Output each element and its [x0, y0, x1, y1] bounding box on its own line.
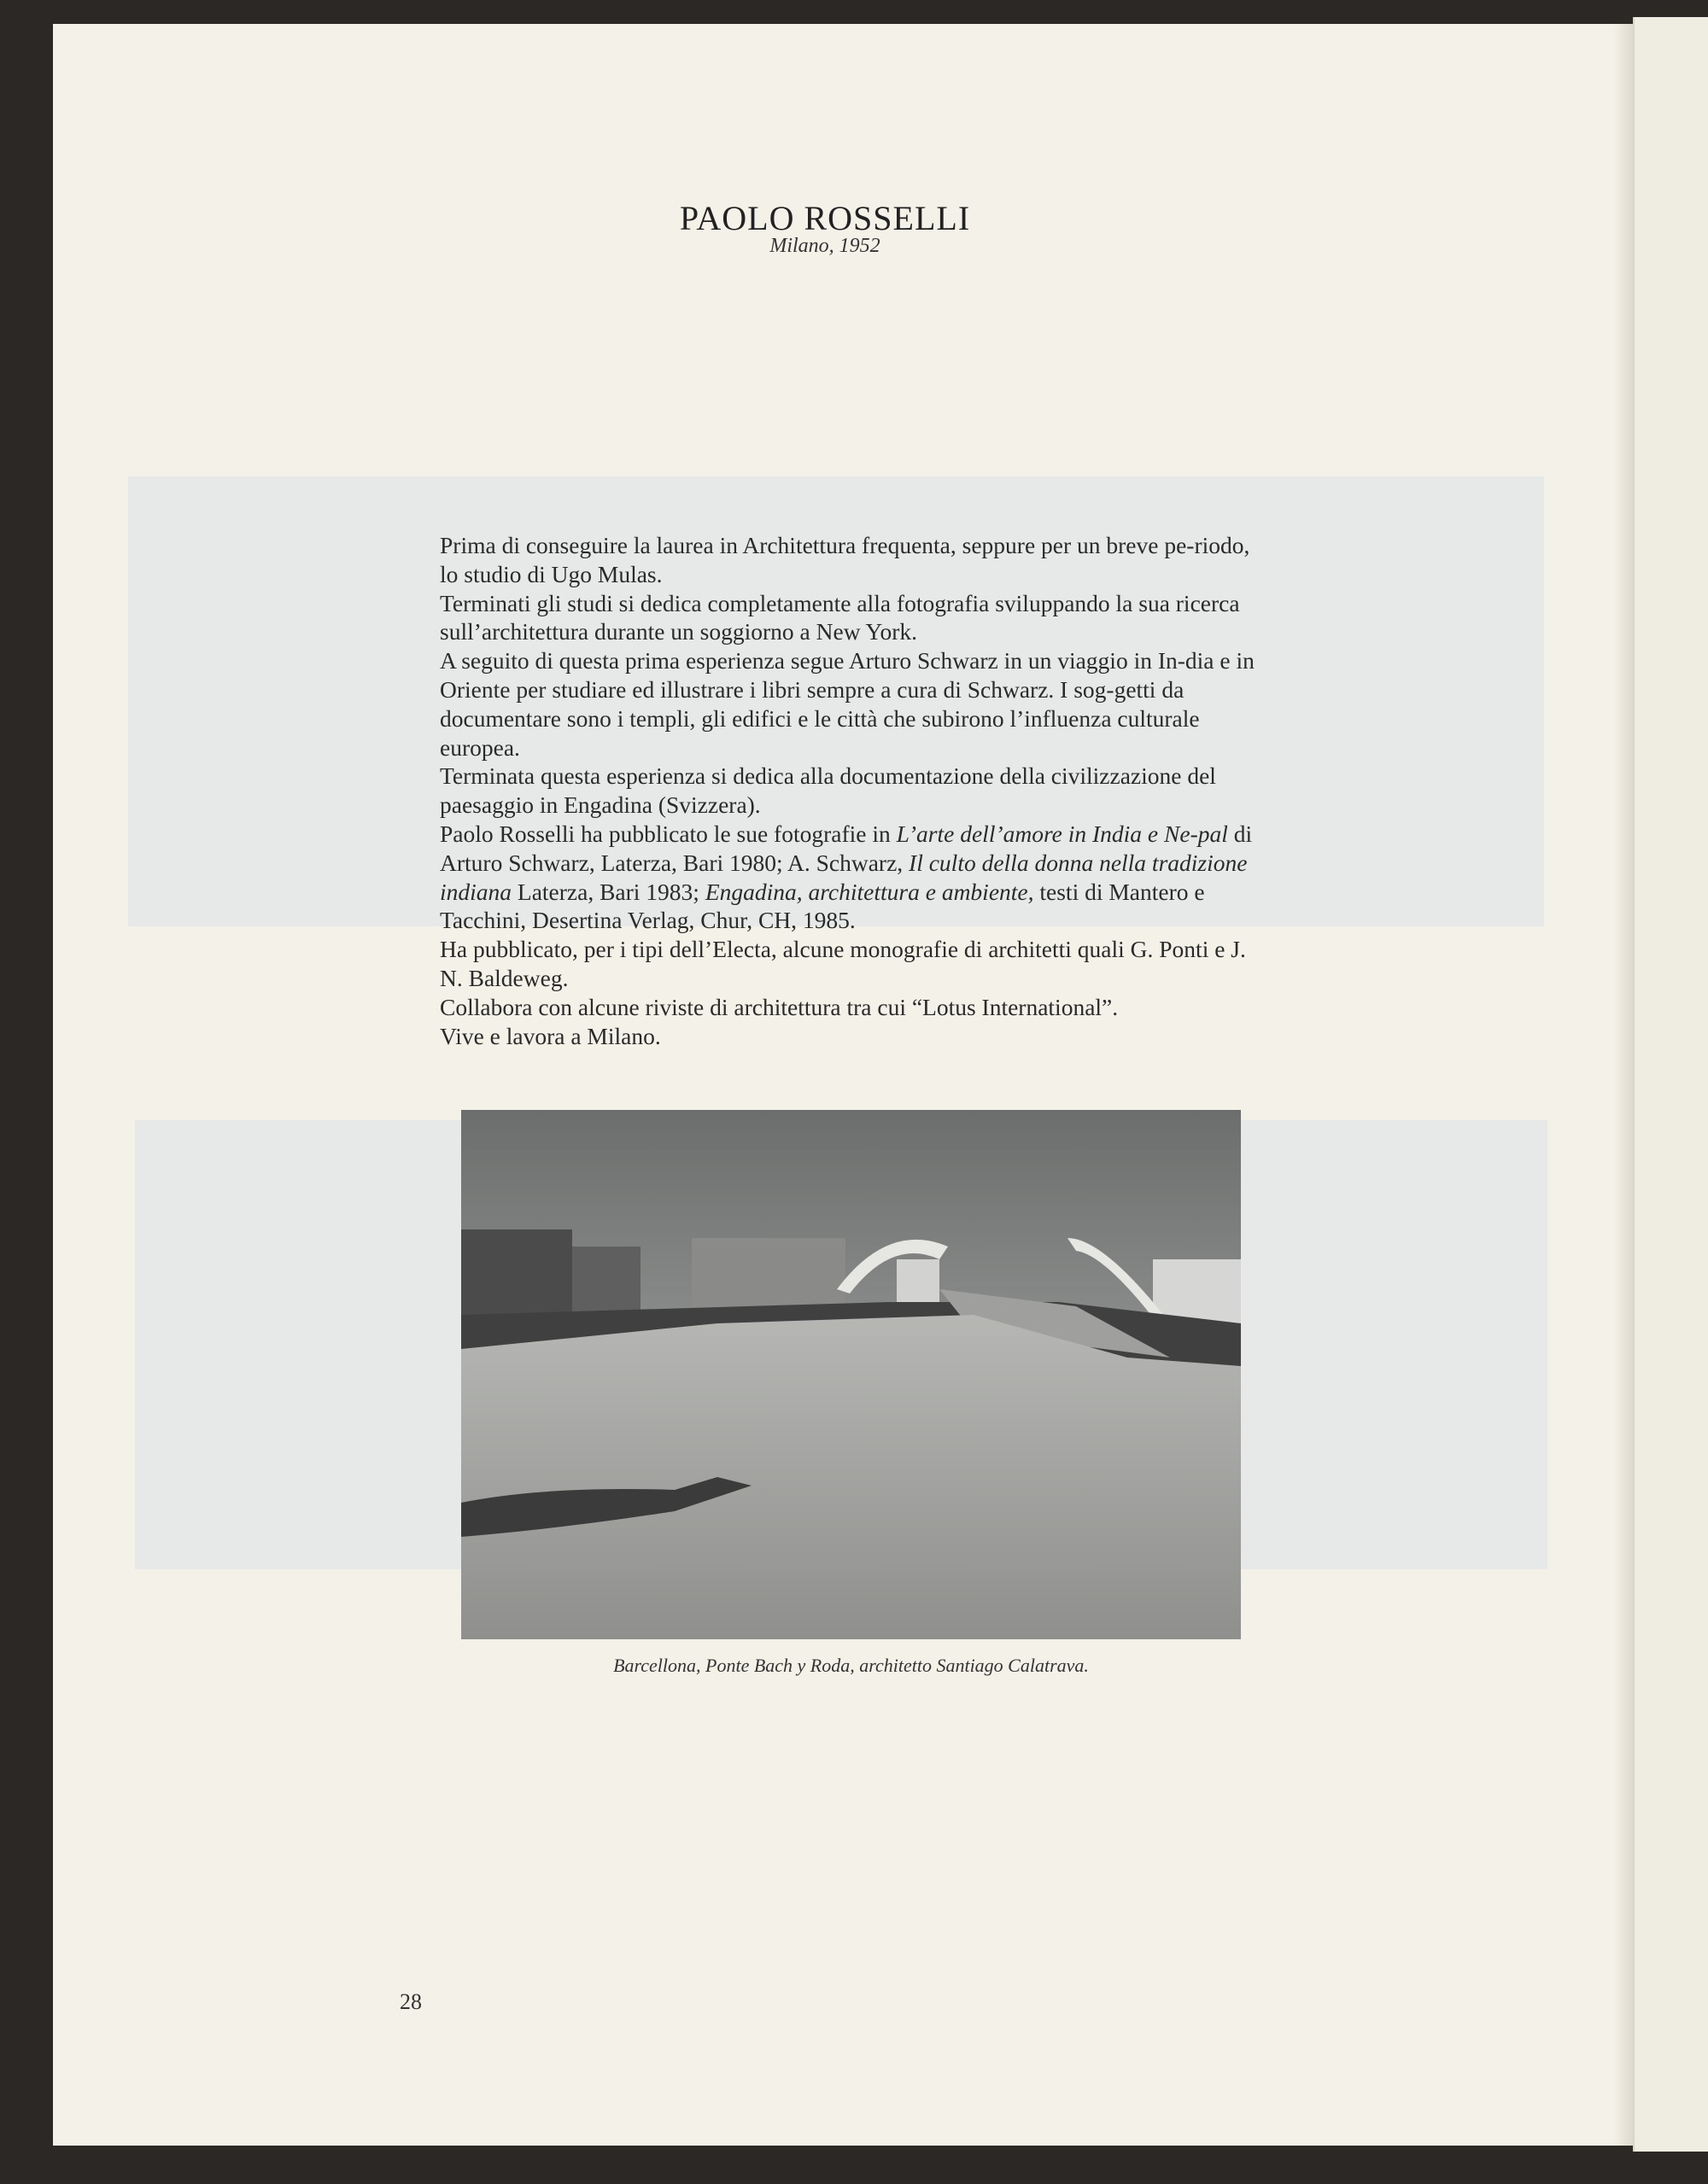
book-title: L’arte dell’amore in India e Ne-pal [896, 820, 1228, 847]
bio-text: Prima di conseguire la laurea in Architettura frequenta, seppure per un breve pe-riodo, lo studio di Ugo Mulas. [440, 532, 1250, 587]
page-gutter [1614, 24, 1633, 2146]
bio-text: Terminata questa esperienza si dedica alla documentazione della civilizzazione del paesaggio in Engadina (Svizzera). [440, 762, 1216, 819]
bio-text: Terminati gli studi si dedica completamente alla fotografia sviluppando la sua ricerca sull’architettura durante un soggiorno a New York. [440, 589, 1240, 645]
bio-paragraph [440, 820, 1260, 935]
book-title: Engadina, architettura e ambiente, [705, 878, 1034, 905]
bio-paragraph [440, 589, 1260, 647]
next-page-edge [1633, 17, 1708, 2152]
bio-paragraph [440, 935, 1260, 993]
bio-paragraph [440, 646, 1260, 762]
page-title: PAOLO ROSSELLI [679, 199, 971, 237]
bio-text: testi di Mantero e Tacchini, Desertina Verlag, Chur, CH, 1985. [440, 878, 1205, 934]
bio-paragraph [440, 531, 1260, 589]
photo-caption: Barcellona, Ponte Bach y Roda, architetto Santiago Calatrava. [613, 1655, 1089, 1676]
bio-text: A seguito di questa prima esperienza segue Arturo Schwarz in un viaggio in In-dia e in Oriente per studiare ed illustrare i libri sempre a cura di Schwarz. I sog-getti da documentare sono i templi, gli edifici e le città che subirono l’influenza culturale europea. [440, 647, 1255, 761]
bio-text: Vive e lavora a Milano. [440, 1022, 661, 1049]
bio-text: Collabora con alcune riviste di architettura tra cui “Lotus International”. [440, 993, 1119, 1020]
bio-text: Laterza, Bari 1983; [512, 878, 705, 905]
page-subtitle: Milano, 1952 [769, 235, 880, 257]
bio-paragraph [440, 762, 1260, 820]
book-page [53, 24, 1633, 2146]
page-number: 28 [400, 1989, 422, 2014]
bio-paragraph [440, 993, 1260, 1022]
bridge-photo [461, 1110, 1241, 1639]
book-title: Il culto della donna nella tradizione indiana [440, 849, 1248, 905]
bio-text: di Arturo Schwarz, Laterza, Bari 1980; A. Schwarz, [440, 820, 1253, 876]
bio-paragraph [440, 1022, 1260, 1051]
bio-text: Paolo Rosselli ha pubblicato le sue fotografie in [440, 820, 897, 847]
biography-text [440, 531, 1260, 1050]
bio-text: Ha pubblicato, per i tipi dell’Electa, alcune monografie di architetti quali G. Ponti e J. N. Baldeweg. [440, 936, 1246, 991]
